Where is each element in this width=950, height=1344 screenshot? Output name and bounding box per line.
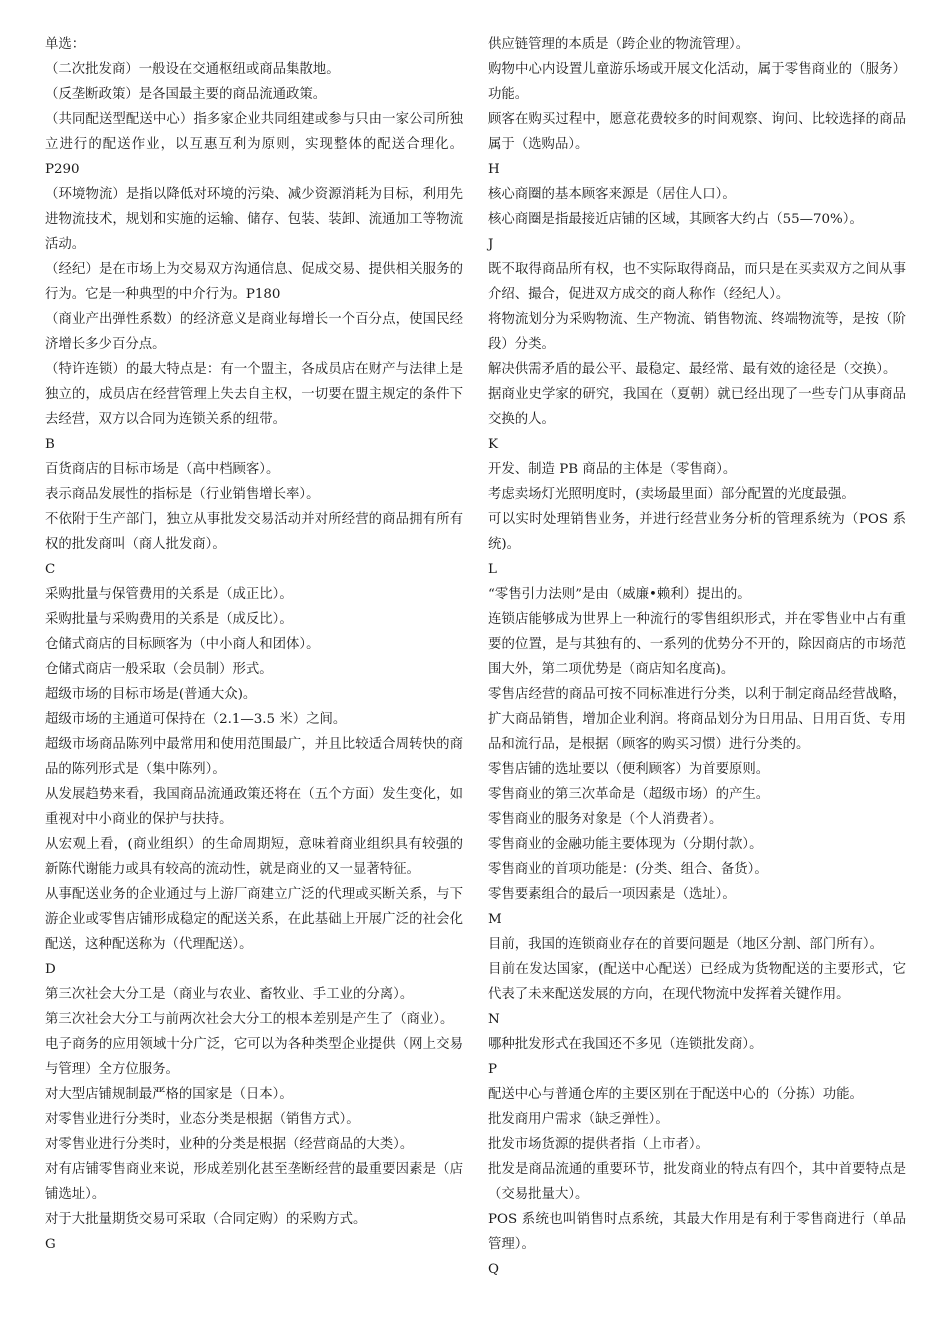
question-answer-paragraph: 超级市场的目标市场是(普通大众)。: [45, 687, 257, 702]
question-answer-paragraph: 单选：: [45, 37, 86, 52]
question-answer-paragraph: 仓储式商店的目标顾客为（中小商人和团体）。: [45, 637, 320, 652]
question-answer-paragraph: 从发展趋势来看，我国商品流通政策还将在（五个方面）发生变化，如重视对中小商业的保护与扶持。: [45, 787, 463, 827]
question-answer-paragraph: 不依附于生产部门，独立从事批发交易活动并对所经营的商品拥有所有权的批发商叫（商人批发商）。: [45, 512, 463, 552]
question-answer-paragraph: 配送中心与普通仓库的主要区别在于配送中心的（分拣）功能。: [488, 1087, 863, 1102]
left-column: [45, 32, 463, 1257]
question-answer-paragraph: 顾客在购买过程中，愿意花费较多的时间观察、询问、比较选择的商品属于（选购品）。: [488, 112, 906, 152]
section-letter-heading: C: [45, 562, 56, 577]
question-answer-paragraph: 零售商业的第三次革命是（超级市场）的产生。: [488, 787, 770, 802]
question-answer-paragraph: 零售商业的金融功能主要体现为（分期付款）。: [488, 837, 763, 852]
question-answer-paragraph: 采购批量与保管费用的关系是（成正比）。: [45, 587, 293, 602]
question-answer-paragraph: 从宏观上看，(商业组织）的生命周期短，意味着商业组织具有较强的新陈代谢能力或具有较高的流动性，就是商业的又一显著特征。: [45, 837, 463, 877]
question-answer-paragraph: 零售要素组合的最后一项因素是（选址）。: [488, 887, 736, 902]
question-answer-paragraph: 第三次社会大分工是（商业与农业、畜牧业、手工业的分离）。: [45, 987, 414, 1002]
question-answer-paragraph: 零售店铺的选址要以（便利顾客）为首要原则。: [488, 762, 770, 777]
section-letter-heading: Q: [488, 1262, 499, 1277]
question-answer-paragraph: 电子商务的应用领域十分广泛，它可以为各种类型企业提供（网上交易与管理）全方位服务。: [45, 1037, 463, 1077]
question-answer-paragraph: （共同配送型配送中心）指多家企业共同组建或参与只由一家公司所独立进行的配送作业，以互惠互利为原则，实现整体的配送合理化。P290: [45, 112, 463, 177]
question-answer-paragraph: 连锁店能够成为世界上一种流行的零售组织形式，并在零售业中占有重要的位置，是与其独有的、一系列的优势分不开的，除因商店的市场范围大外，第二项优势是（商店知名度高)。: [488, 612, 906, 677]
question-answer-paragraph: 对零售业进行分类时，业态分类是根据（销售方式）。: [45, 1112, 360, 1127]
section-letter-heading: M: [488, 912, 502, 927]
section-letter-heading: B: [45, 437, 55, 452]
question-answer-paragraph: 将物流划分为采购物流、生产物流、销售物流、终端物流等，是按（阶段）分类。: [488, 312, 906, 352]
question-answer-paragraph: 百货商店的目标市场是（高中档顾客）。: [45, 462, 280, 477]
question-answer-paragraph: 仓储式商店一般采取（会员制）形式。: [45, 662, 273, 677]
question-answer-paragraph: 目前，我国的连锁商业存在的首要问题是（地区分割、部门所有）。: [488, 937, 884, 952]
question-answer-paragraph: 对于大批量期货交易可采取（合同定购）的采购方式。: [45, 1212, 367, 1227]
question-answer-paragraph: （商业产出弹性系数）的经济意义是商业每增长一个百分点，使国民经济增长多少百分点。: [45, 312, 463, 352]
question-answer-paragraph: 开发、制造 PB 商品的主体是（零售商）。: [488, 462, 737, 477]
question-answer-paragraph: 零售店经营的商品可按不同标准进行分类，以利于制定商品经营战略，扩大商品销售，增加企业利润。将商品划分为日用品、日用百货、专用品和流行品，是根据（顾客的购买习惯）进行分类的。: [488, 687, 906, 752]
question-answer-paragraph: 超级市场的主通道可保持在（2.1—3.5 米）之间。: [45, 712, 347, 727]
question-answer-paragraph: 零售商业的首项功能是：(分类、组合、备货）。: [488, 862, 768, 877]
section-letter-heading: J: [488, 237, 494, 252]
question-answer-paragraph: 批发市场货源的提供者指（上市者）。: [488, 1137, 709, 1152]
question-answer-paragraph: 采购批量与采购费用的关系是（成反比）。: [45, 612, 293, 627]
question-answer-paragraph: 从事配送业务的企业通过与上游厂商建立广泛的代理或买断关系，与下游企业或零售店铺形成稳定的配送关系，在此基础上开展广泛的社会化配送，这种配送称为（代理配送）。: [45, 887, 463, 952]
question-answer-paragraph: 哪种批发形式在我国还不多见（连锁批发商）。: [488, 1037, 763, 1052]
question-answer-paragraph: 目前在发达国家，(配送中心配送）已经成为货物配送的主要形式，它代表了未来配送发展的方向，在现代物流中发挥着关键作用。: [488, 962, 906, 1002]
question-answer-paragraph: （特许连锁）的最大特点是：有一个盟主，各成员店在财产与法律上是独立的，成员店在经营管理上失去自主权，一切要在盟主规定的条件下去经营，双方以合同为连锁关系的纽带。: [45, 362, 463, 427]
question-answer-paragraph: （二次批发商）一般设在交通枢纽或商品集散地。: [45, 62, 340, 77]
section-letter-heading: P: [488, 1062, 498, 1077]
question-answer-paragraph: 购物中心内设置儿童游乐场或开展文化活动，属于零售商业的（服务）功能。: [488, 62, 906, 102]
question-answer-paragraph: 对零售业进行分类时，业种的分类是根据（经营商品的大类）。: [45, 1137, 414, 1152]
question-answer-paragraph: 第三次社会大分工与前两次社会大分工的根本差别是产生了（商业）。: [45, 1012, 454, 1027]
question-answer-paragraph: 对大型店铺规制最严格的国家是（日本）。: [45, 1087, 293, 1102]
question-answer-paragraph: 既不取得商品所有权，也不实际取得商品，而只是在买卖双方之间从事介绍、撮合，促进双方成交的商人称作（经纪人）。: [488, 262, 906, 302]
question-answer-paragraph: 批发是商品流通的重要环节，批发商业的特点有四个，其中首要特点是（交易批量大）。: [488, 1162, 906, 1202]
question-answer-paragraph: “零售引力法则”是由（威廉•赖利）提出的。: [488, 587, 751, 602]
section-letter-heading: N: [488, 1012, 500, 1027]
right-column: [488, 32, 906, 1282]
section-letter-heading: L: [488, 562, 497, 577]
question-answer-paragraph: 核心商圈的基本顾客来源是（居住人口）。: [488, 187, 736, 202]
question-answer-paragraph: 解决供需矛盾的最公平、最稳定、最经常、最有效的途径是（交换）。: [488, 362, 897, 377]
question-answer-paragraph: （环境物流）是指以降低对环境的污染、减少资源消耗为目标，利用先进物流技术，规划和实施的运输、储存、包装、装卸、流通加工等物流活动。: [45, 187, 463, 252]
question-answer-paragraph: 考虑卖场灯光照明度时，(卖场最里面）部分配置的光度最强。: [488, 487, 855, 502]
question-answer-paragraph: 供应链管理的本质是（跨企业的物流管理）。: [488, 37, 750, 52]
question-answer-paragraph: 对有店铺零售商业来说，形成差别化甚至垄断经营的最重要因素是（店铺选址）。: [45, 1162, 463, 1202]
question-answer-paragraph: POS 系统也叫销售时点系统，其最大作用是有利于零售商进行（单品管理）。: [488, 1212, 906, 1252]
question-answer-paragraph: 表示商品发展性的指标是（行业销售增长率）。: [45, 487, 320, 502]
question-answer-paragraph: 零售商业的服务对象是（个人消费者）。: [488, 812, 723, 827]
section-letter-heading: K: [488, 437, 499, 452]
question-answer-paragraph: 可以实时处理销售业务，并进行经营业务分析的管理系统为（POS 系统)。: [488, 512, 906, 552]
section-letter-heading: H: [488, 162, 500, 177]
question-answer-paragraph: （反垄断政策）是各国最主要的商品流通政策。: [45, 87, 327, 102]
question-answer-paragraph: 核心商圈是指最接近店铺的区域，其顾客大约占（55—70%）。: [488, 212, 863, 227]
question-answer-paragraph: 批发商用户需求（缺乏弹性）。: [488, 1112, 669, 1127]
question-answer-paragraph: 超级市场商品陈列中最常用和使用范围最广，并且比较适合周转快的商品的陈列形式是（集中陈列）。: [45, 737, 463, 777]
question-answer-paragraph: （经纪）是在市场上为交易双方沟通信息、促成交易、提供相关服务的行为。它是一种典型的中介行为。P180: [45, 262, 463, 302]
question-answer-paragraph: 据商业史学家的研究，我国在（夏朝）就已经出现了一些专门从事商品交换的人。: [488, 387, 906, 427]
section-letter-heading: G: [45, 1237, 56, 1252]
section-letter-heading: D: [45, 962, 56, 977]
